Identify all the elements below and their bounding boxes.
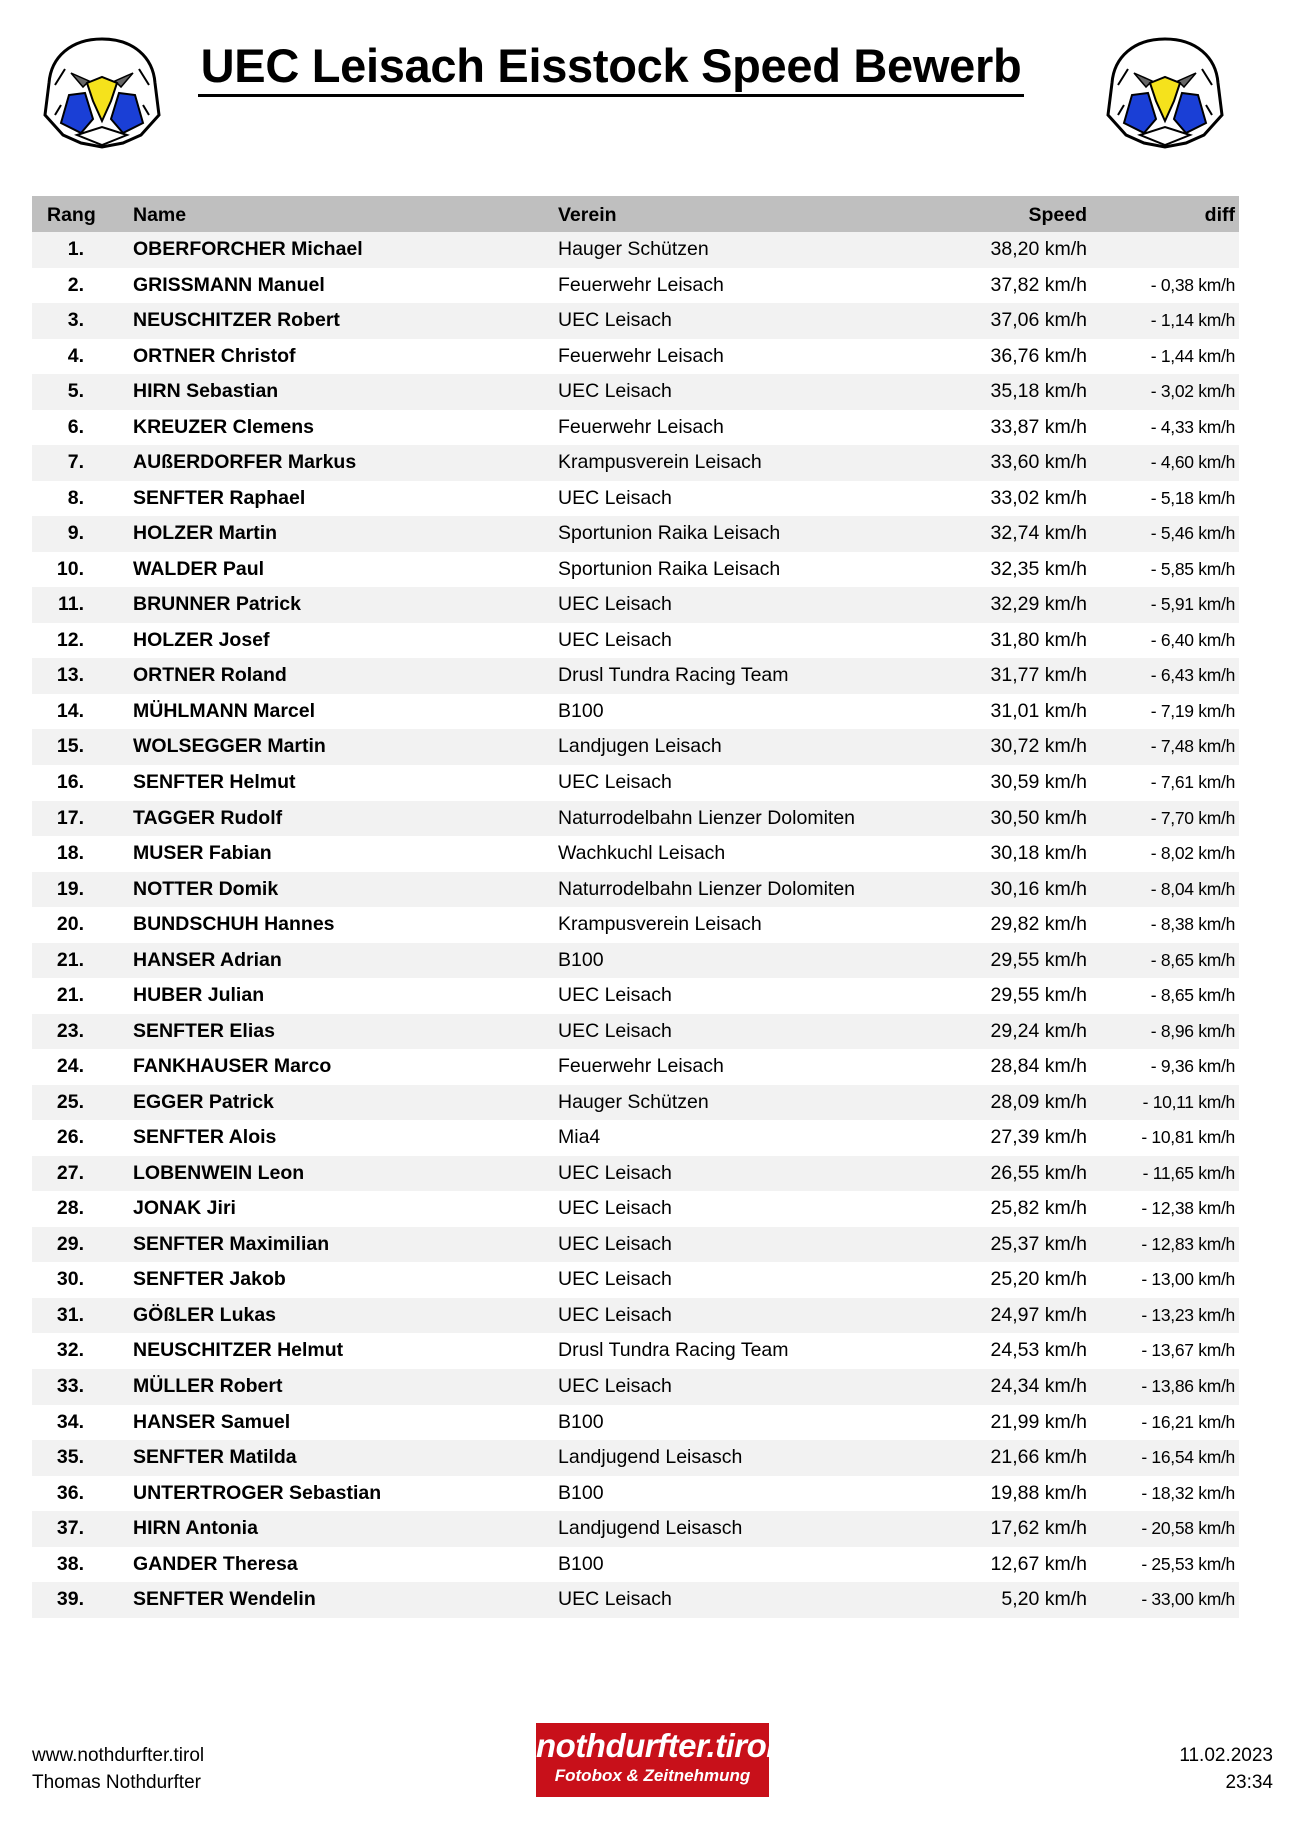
name-cell: UNTERTROGER Sebastian xyxy=(133,1481,382,1504)
table-row xyxy=(32,907,1239,943)
speed-cell: 37,82 km/h xyxy=(990,273,1087,296)
table-row xyxy=(32,374,1239,410)
rank-cell: 16. xyxy=(56,770,84,793)
table-body xyxy=(32,232,1239,1618)
name-cell: GANDER Theresa xyxy=(133,1552,298,1575)
speed-cell: 26,55 km/h xyxy=(990,1161,1087,1184)
diff-cell: - 12,83 km/h xyxy=(1141,1233,1235,1254)
rank-cell: 24. xyxy=(56,1055,84,1078)
rank-cell: 39. xyxy=(56,1588,84,1611)
rank-cell: 2. xyxy=(67,273,84,296)
name-cell: SENFTER Wendelin xyxy=(133,1588,316,1611)
speed-cell: 28,84 km/h xyxy=(990,1055,1087,1078)
club-cell: Wachkuchl Leisach xyxy=(558,842,726,865)
table-row xyxy=(32,623,1239,659)
diff-cell: - 13,00 km/h xyxy=(1141,1269,1235,1290)
speed-cell: 25,20 km/h xyxy=(990,1268,1087,1291)
table-row xyxy=(32,1476,1239,1512)
table-row xyxy=(32,1262,1239,1298)
table-row xyxy=(32,1085,1239,1121)
diff-cell: - 7,61 km/h xyxy=(1150,771,1235,792)
speed-cell: 32,35 km/h xyxy=(990,557,1087,580)
name-cell: SENFTER Matilda xyxy=(133,1446,297,1469)
table-row xyxy=(32,1191,1239,1227)
name-cell: SENFTER Jakob xyxy=(133,1268,286,1291)
table-row xyxy=(32,765,1239,801)
diff-cell: - 6,43 km/h xyxy=(1150,665,1235,686)
name-cell: MÜHLMANN Marcel xyxy=(133,699,316,722)
name-cell: TAGGER Rudolf xyxy=(133,806,283,829)
name-cell: ORTNER Christof xyxy=(133,344,296,367)
club-cell: UEC Leisach xyxy=(558,1268,672,1291)
table-row xyxy=(32,978,1239,1014)
club-cell: UEC Leisach xyxy=(558,628,672,651)
speed-cell: 30,18 km/h xyxy=(990,842,1087,865)
rank-cell: 36. xyxy=(56,1481,84,1504)
club-cell: Mia4 xyxy=(558,1126,601,1149)
name-cell: NOTTER Domik xyxy=(133,877,279,900)
club-cell: Landjugen Leisach xyxy=(558,735,722,758)
rank-cell: 12. xyxy=(56,628,84,651)
rank-cell: 30. xyxy=(56,1268,84,1291)
rank-cell: 21. xyxy=(56,984,84,1007)
rank-cell: 35. xyxy=(56,1446,84,1469)
speed-cell: 29,24 km/h xyxy=(990,1019,1087,1042)
table-row xyxy=(32,1440,1239,1476)
rank-cell: 33. xyxy=(56,1375,84,1397)
name-cell: HANSER Adrian xyxy=(133,948,282,971)
table-row xyxy=(32,1511,1239,1547)
diff-cell: - 8,04 km/h xyxy=(1150,878,1235,899)
name-cell: SENFTER Alois xyxy=(133,1126,277,1149)
table-row xyxy=(32,1049,1239,1085)
rank-cell: 11. xyxy=(57,593,84,616)
speed-cell: 25,37 km/h xyxy=(990,1232,1087,1255)
footer-author: Thomas Nothdurfter xyxy=(32,1772,201,1793)
table-row xyxy=(32,694,1239,730)
table-row xyxy=(32,339,1239,375)
club-cell: UEC Leisach xyxy=(558,380,672,403)
speed-cell: 31,77 km/h xyxy=(990,664,1087,687)
table-row xyxy=(32,1156,1239,1192)
name-cell: NEUSCHITZER Helmut xyxy=(133,1339,344,1362)
table-row xyxy=(32,587,1239,623)
footer-time: 23:34 xyxy=(1225,1772,1273,1793)
speed-cell: 32,74 km/h xyxy=(990,522,1087,545)
club-cell: B100 xyxy=(558,699,604,722)
diff-cell: - 10,81 km/h xyxy=(1141,1127,1235,1148)
speed-cell: 35,18 km/h xyxy=(990,380,1087,403)
page-title: UEC Leisach Eisstock Speed Bewerb xyxy=(200,39,1022,92)
diff-cell: - 12,38 km/h xyxy=(1141,1198,1235,1219)
name-cell: SENFTER Elias xyxy=(133,1019,275,1042)
diff-cell: - 4,33 km/h xyxy=(1150,416,1235,437)
name-cell: HOLZER Martin xyxy=(133,522,278,545)
name-cell: OBERFORCHER Michael xyxy=(133,238,363,260)
rank-cell: 9. xyxy=(67,522,84,545)
rank-cell: 34. xyxy=(56,1410,84,1433)
table-row xyxy=(32,410,1239,446)
club-cell: UEC Leisach xyxy=(558,1197,672,1220)
title-underline xyxy=(198,94,1024,97)
name-cell: SENFTER Maximilian xyxy=(133,1232,330,1255)
sponsor-logo xyxy=(536,1723,775,1797)
footer-right xyxy=(1179,1742,1273,1796)
speed-cell: 30,59 km/h xyxy=(990,770,1087,793)
club-cell: UEC Leisach xyxy=(558,593,672,616)
club-cell: UEC Leisach xyxy=(558,770,672,793)
rank-cell: 1. xyxy=(67,238,84,260)
diff-cell: - 7,70 km/h xyxy=(1150,807,1235,828)
club-cell: B100 xyxy=(558,1410,604,1433)
rank-cell: 38. xyxy=(56,1552,84,1575)
diff-cell: - 5,91 km/h xyxy=(1150,594,1235,615)
name-cell: HIRN Sebastian xyxy=(133,380,279,403)
speed-cell: 25,82 km/h xyxy=(990,1197,1087,1220)
name-cell: MUSER Fabian xyxy=(133,842,272,865)
column-header-verein: Verein xyxy=(558,204,617,226)
rank-cell: 6. xyxy=(67,415,84,438)
club-cell: Krampusverein Leisach xyxy=(558,913,762,936)
table-row xyxy=(32,1298,1239,1334)
speed-cell: 17,62 km/h xyxy=(990,1517,1087,1540)
speed-cell: 24,97 km/h xyxy=(990,1303,1087,1326)
table-row xyxy=(32,1333,1239,1369)
speed-cell: 5,20 km/h xyxy=(1001,1588,1087,1611)
club-cell: B100 xyxy=(558,948,604,971)
table-header xyxy=(32,196,1239,232)
club-cell: Feuerwehr Leisach xyxy=(558,344,724,367)
table-row xyxy=(32,303,1239,339)
name-cell: MÜLLER Robert xyxy=(133,1375,283,1397)
eagle-logo-icon xyxy=(41,35,163,149)
speed-cell: 29,55 km/h xyxy=(990,948,1087,971)
diff-cell: - 5,46 km/h xyxy=(1150,523,1235,544)
diff-cell: - 8,65 km/h xyxy=(1150,949,1235,970)
club-cell: Naturrodelbahn Lienzer Dolomiten xyxy=(558,877,856,900)
diff-cell: - 8,38 km/h xyxy=(1150,914,1235,935)
club-cell: Krampusverein Leisach xyxy=(558,451,762,474)
club-cell: Hauger Schützen xyxy=(558,238,709,260)
rank-cell: 27. xyxy=(56,1161,84,1184)
speed-cell: 29,55 km/h xyxy=(990,984,1087,1007)
name-cell: KREUZER Clemens xyxy=(133,415,314,438)
diff-cell: - 9,36 km/h xyxy=(1150,1056,1235,1077)
speed-cell: 28,09 km/h xyxy=(990,1090,1087,1113)
speed-cell: 33,02 km/h xyxy=(990,486,1087,509)
name-cell: BUNDSCHUH Hannes xyxy=(133,913,335,936)
club-cell: UEC Leisach xyxy=(558,984,672,1007)
results-table xyxy=(32,196,1239,1618)
name-cell: JONAK Jiri xyxy=(133,1197,236,1220)
speed-cell: 21,99 km/h xyxy=(990,1410,1087,1433)
diff-cell: - 13,86 km/h xyxy=(1141,1376,1235,1396)
rank-cell: 32. xyxy=(56,1339,84,1362)
table-row xyxy=(32,268,1239,304)
club-cell: Drusl Tundra Racing Team xyxy=(558,1339,789,1362)
table-row xyxy=(32,1582,1239,1618)
eagle-logo-icon xyxy=(1104,35,1226,149)
club-cell: Hauger Schützen xyxy=(558,1090,709,1113)
diff-cell: - 4,60 km/h xyxy=(1150,452,1235,473)
table-row xyxy=(32,729,1239,765)
speed-cell: 12,67 km/h xyxy=(990,1552,1087,1575)
diff-cell: - 13,23 km/h xyxy=(1141,1304,1235,1325)
club-cell: Landjugend Leisasch xyxy=(558,1517,743,1540)
speed-cell: 31,80 km/h xyxy=(990,628,1087,651)
rank-cell: 3. xyxy=(67,309,84,332)
speed-cell: 38,20 km/h xyxy=(990,238,1087,260)
diff-cell: - 7,48 km/h xyxy=(1150,736,1235,757)
diff-cell: - 10,11 km/h xyxy=(1142,1091,1235,1112)
club-cell: Naturrodelbahn Lienzer Dolomiten xyxy=(558,806,856,829)
diff-cell: - 1,44 km/h xyxy=(1150,345,1235,366)
diff-cell: - 5,85 km/h xyxy=(1150,558,1235,579)
name-cell: SENFTER Helmut xyxy=(133,770,296,793)
rank-cell: 28. xyxy=(56,1197,84,1220)
speed-cell: 30,72 km/h xyxy=(990,735,1087,758)
speed-cell: 24,34 km/h xyxy=(990,1375,1087,1397)
diff-cell: - 20,58 km/h xyxy=(1141,1518,1235,1539)
name-cell: WOLSEGGER Martin xyxy=(133,735,326,758)
diff-cell: - 8,02 km/h xyxy=(1150,843,1235,864)
diff-cell: - 6,40 km/h xyxy=(1150,629,1235,650)
diff-cell: - 16,21 km/h xyxy=(1141,1411,1235,1432)
rank-cell: 10. xyxy=(56,557,84,580)
speed-cell: 30,16 km/h xyxy=(990,877,1087,900)
diff-cell: - 8,65 km/h xyxy=(1150,985,1235,1006)
speed-cell: 32,29 km/h xyxy=(990,593,1087,616)
table-row xyxy=(32,1014,1239,1050)
rank-cell: 37. xyxy=(56,1517,84,1540)
rank-cell: 21. xyxy=(56,948,84,971)
rank-cell: 14. xyxy=(56,699,84,722)
speed-cell: 29,82 km/h xyxy=(990,913,1087,936)
table-row xyxy=(32,1405,1239,1441)
table-row xyxy=(32,445,1239,481)
club-cell: Sportunion Raika Leisach xyxy=(558,557,781,580)
club-cell: UEC Leisach xyxy=(558,1588,672,1611)
table-row xyxy=(32,1227,1239,1263)
table-row xyxy=(32,552,1239,588)
club-cell: Drusl Tundra Racing Team xyxy=(558,664,789,687)
rank-cell: 20. xyxy=(56,913,84,936)
diff-cell: - 16,54 km/h xyxy=(1141,1447,1235,1468)
rank-cell: 15. xyxy=(56,735,84,758)
rank-cell: 13. xyxy=(56,664,84,687)
name-cell: HIRN Antonia xyxy=(133,1517,258,1540)
sponsor-logo-tagline: Fotobox & Zeitnehmung xyxy=(554,1766,751,1785)
club-cell: B100 xyxy=(558,1552,604,1575)
name-cell: ORTNER Roland xyxy=(133,664,287,687)
rank-cell: 17. xyxy=(56,806,84,829)
speed-cell: 36,76 km/h xyxy=(990,344,1087,367)
name-cell: BRUNNER Patrick xyxy=(133,593,301,616)
name-cell: LOBENWEIN Leon xyxy=(133,1161,305,1184)
speed-cell: 33,87 km/h xyxy=(990,415,1087,438)
diff-cell: - 11,65 km/h xyxy=(1142,1162,1235,1183)
rank-cell: 19. xyxy=(56,877,84,900)
rank-cell: 25. xyxy=(56,1090,84,1113)
rank-cell: 7. xyxy=(67,451,84,474)
name-cell: HUBER Julian xyxy=(133,984,265,1007)
club-cell: UEC Leisach xyxy=(558,1232,672,1255)
name-cell: FANKHAUSER Marco xyxy=(133,1055,332,1078)
table-row xyxy=(32,872,1239,908)
diff-cell: - 33,00 km/h xyxy=(1141,1589,1235,1610)
column-header-diff: diff xyxy=(1204,204,1235,226)
name-cell: SENFTER Raphael xyxy=(133,486,306,509)
speed-cell: 19,88 km/h xyxy=(990,1481,1087,1504)
table-row xyxy=(32,481,1239,517)
diff-cell: - 0,38 km/h xyxy=(1150,274,1235,295)
club-cell: UEC Leisach xyxy=(558,1375,672,1397)
table-row xyxy=(32,1547,1239,1583)
club-cell: Feuerwehr Leisach xyxy=(558,415,724,438)
name-cell: GÖßLER Lukas xyxy=(133,1303,277,1326)
table-row xyxy=(32,516,1239,552)
column-header-name: Name xyxy=(133,204,187,226)
table-row xyxy=(32,1369,1239,1405)
rank-cell: 26. xyxy=(56,1126,84,1149)
rank-cell: 4. xyxy=(67,344,84,367)
column-header-speed: Speed xyxy=(1028,204,1087,226)
club-cell: UEC Leisach xyxy=(558,486,672,509)
table-row xyxy=(32,1120,1239,1156)
name-cell: AUßERDORFER Markus xyxy=(133,451,357,474)
diff-cell: - 13,67 km/h xyxy=(1141,1340,1235,1361)
name-cell: HANSER Samuel xyxy=(133,1410,291,1433)
speed-cell: 24,53 km/h xyxy=(990,1339,1087,1362)
speed-cell: 37,06 km/h xyxy=(990,309,1087,332)
club-cell: UEC Leisach xyxy=(558,309,672,332)
club-cell: Feuerwehr Leisach xyxy=(558,273,724,296)
diff-cell: - 1,14 km/h xyxy=(1150,310,1235,331)
speed-cell: 21,66 km/h xyxy=(990,1446,1087,1469)
diff-cell: - 7,19 km/h xyxy=(1150,700,1235,721)
table-row xyxy=(32,943,1239,979)
club-cell: UEC Leisach xyxy=(558,1019,672,1042)
club-cell: UEC Leisach xyxy=(558,1303,672,1326)
rank-cell: 5. xyxy=(67,380,84,403)
speed-cell: 31,01 km/h xyxy=(990,699,1087,722)
diff-cell: - 5,18 km/h xyxy=(1150,487,1235,508)
rank-cell: 18. xyxy=(56,842,84,865)
column-header-rang: Rang xyxy=(47,204,96,226)
footer-website: www.nothdurfter.tirol xyxy=(32,1745,205,1766)
rank-cell: 31. xyxy=(56,1303,84,1326)
club-cell: Feuerwehr Leisach xyxy=(558,1055,724,1078)
table-row xyxy=(32,836,1239,872)
name-cell: GRISSMANN Manuel xyxy=(133,273,325,296)
footer-date: 11.02.2023 xyxy=(1179,1745,1273,1766)
name-cell: EGGER Patrick xyxy=(133,1090,274,1113)
diff-cell: - 25,53 km/h xyxy=(1141,1553,1235,1574)
diff-cell: - 3,02 km/h xyxy=(1150,381,1235,402)
diff-cell: - 8,96 km/h xyxy=(1150,1020,1235,1041)
club-cell: B100 xyxy=(558,1481,604,1504)
table-row xyxy=(32,232,1239,268)
rank-cell: 29. xyxy=(56,1232,84,1255)
speed-cell: 27,39 km/h xyxy=(990,1126,1087,1149)
speed-cell: 30,50 km/h xyxy=(990,806,1087,829)
club-cell: Sportunion Raika Leisach xyxy=(558,522,781,545)
name-cell: HOLZER Josef xyxy=(133,628,270,651)
club-cell: Landjugend Leisasch xyxy=(558,1446,743,1469)
rank-cell: 8. xyxy=(67,486,84,509)
table-row xyxy=(32,658,1239,694)
footer-left xyxy=(32,1742,204,1796)
speed-cell: 33,60 km/h xyxy=(990,451,1087,474)
rank-cell: 23. xyxy=(56,1019,84,1042)
table-row xyxy=(32,801,1239,837)
name-cell: WALDER Paul xyxy=(133,557,265,580)
sponsor-logo-name: nothdurfter.tirol xyxy=(536,1727,775,1764)
name-cell: NEUSCHITZER Robert xyxy=(133,309,340,332)
club-cell: UEC Leisach xyxy=(558,1161,672,1184)
diff-cell: - 18,32 km/h xyxy=(1141,1482,1235,1503)
